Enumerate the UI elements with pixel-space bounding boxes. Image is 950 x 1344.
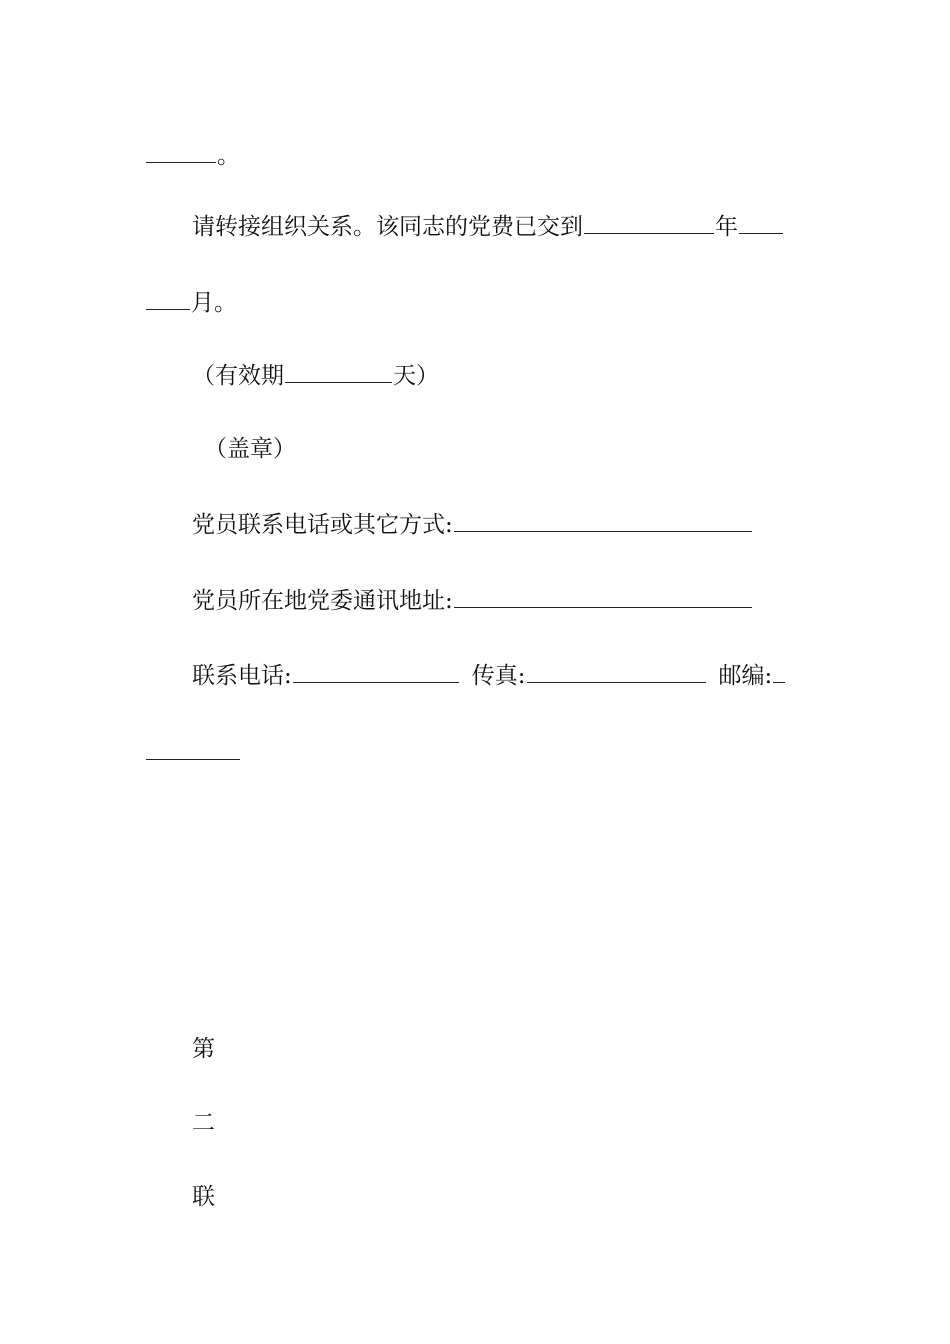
fee-year-blank[interactable]	[584, 211, 714, 234]
committee-address-blank[interactable]	[454, 585, 752, 608]
vertical-label-char: 联	[192, 1184, 215, 1210]
committee-address-line	[192, 585, 753, 615]
vertical-label-char: 第	[192, 1036, 215, 1062]
validity-close: 天）	[393, 363, 439, 389]
fax-blank[interactable]	[527, 660, 706, 683]
postcode-blank-end[interactable]	[146, 737, 240, 760]
continued-line	[145, 140, 240, 170]
fee-month-blank-end[interactable]	[146, 287, 190, 310]
transfer-request-line	[192, 211, 784, 241]
contacts-line	[192, 660, 786, 690]
postcode-blank-start[interactable]	[773, 660, 785, 683]
member-contact-label: 党员联系电话或其它方式:	[192, 512, 453, 538]
validity-open: （有效期	[192, 363, 284, 389]
validity-days-blank[interactable]	[285, 360, 392, 383]
phone-label: 联系电话:	[192, 663, 292, 689]
blank-field[interactable]	[146, 140, 216, 163]
member-contact-line	[192, 509, 753, 539]
validity-line	[192, 360, 439, 390]
fee-month-blank-start[interactable]	[739, 211, 783, 234]
fax-label: 传真:	[471, 663, 526, 689]
postcode-continued-line	[145, 737, 241, 767]
member-contact-blank[interactable]	[454, 509, 752, 532]
month-label: 月。	[191, 290, 237, 316]
vertical-label-char: 二	[192, 1110, 215, 1136]
year-label: 年	[715, 214, 738, 240]
transfer-text: 请转接组织关系。该同志的党费已交到	[192, 214, 583, 240]
postcode-label: 邮编:	[718, 663, 773, 689]
month-line	[145, 287, 237, 317]
committee-address-label: 党员所在地党委通讯地址:	[192, 588, 453, 614]
seal-label: （盖章）	[204, 436, 296, 462]
seal-line	[204, 434, 296, 464]
phone-blank[interactable]	[293, 660, 459, 683]
period: 。	[217, 143, 240, 169]
